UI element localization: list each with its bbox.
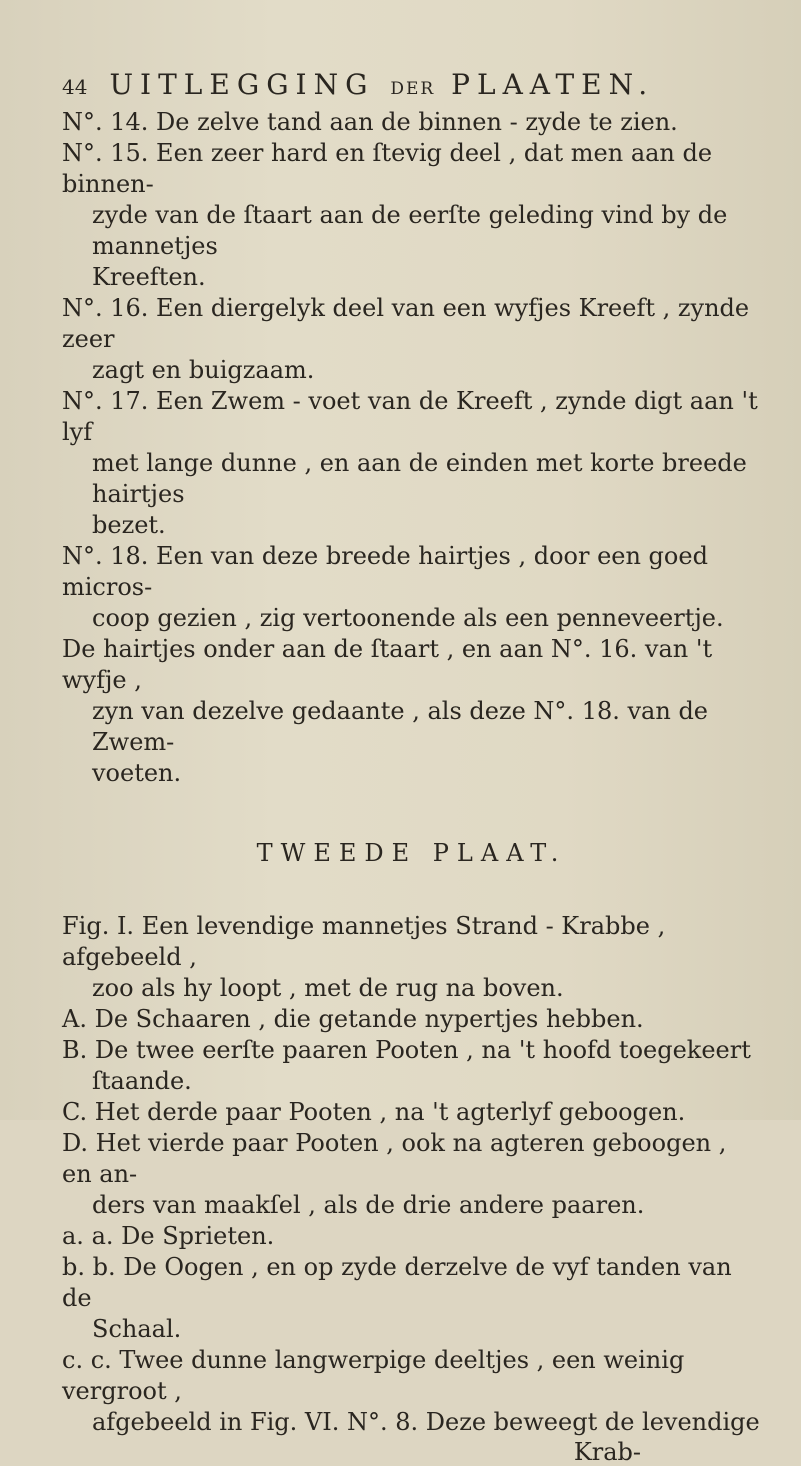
line: a. a. De Sprieten. xyxy=(62,1222,275,1250)
page-number: 44 xyxy=(62,75,88,99)
running-title xyxy=(109,68,654,101)
section-title: TWEEDE PLAAT. xyxy=(256,839,567,867)
line: Kreeften. xyxy=(92,263,206,291)
entry-hairtjes xyxy=(62,634,761,789)
line: Fig. I. Een levendige mannetjes Strand - Krabbe , afgebeeld , xyxy=(62,912,666,971)
line: voeten. xyxy=(92,759,182,787)
title-small: DER xyxy=(390,79,436,99)
line: zyn van dezelve gedaante , als deze N°. 18. van de Zwem- xyxy=(92,697,709,756)
entry-aa xyxy=(62,1221,761,1252)
line: N°. 14. De zelve tand aan de binnen - zyde te zien. xyxy=(62,108,678,136)
line: coop gezien , zig vertoonende als een penneveertje. xyxy=(92,604,724,632)
line: N°. 17. Een Zwem - voet van de Kreeft , zynde digt aan 't lyf xyxy=(62,387,758,446)
running-header xyxy=(62,68,761,101)
entry-b xyxy=(62,1035,761,1097)
line: afgebeeld in Fig. VI. N°. 8. Deze beweegt de levendige xyxy=(92,1408,760,1436)
line: B. De twee eerſte paaren Pooten , na 't hoofd toegekeert xyxy=(62,1036,751,1064)
entries-bottom xyxy=(62,911,761,1438)
line: zoo als hy loopt , met de rug na boven. xyxy=(92,974,564,1002)
line: N°. 15. Een zeer hard en ſtevig deel , dat men aan de binnen- xyxy=(62,139,713,198)
line: C. Het derde paar Pooten , na 't agterlyf geboogen. xyxy=(62,1098,686,1126)
entry-a xyxy=(62,1004,761,1035)
entry-c xyxy=(62,1097,761,1128)
line: A. De Schaaren , die getande nypertjes hebben. xyxy=(62,1005,644,1033)
entries-top xyxy=(62,107,761,789)
line: zagt en buigzaam. xyxy=(92,356,315,384)
title-part1: UITLEGGING xyxy=(109,68,375,101)
line: met lange dunne , en aan de einden met korte breede hairtjes xyxy=(92,449,747,508)
line: D. Het vierde paar Pooten , ook na agteren geboogen , en an- xyxy=(62,1129,727,1188)
line: N°. 16. Een diergelyk deel van een wyfjes Kreeft , zynde zeer xyxy=(62,294,750,353)
line: c. c. Twee dunne langwerpige deeltjes , een weinig vergroot , xyxy=(62,1346,685,1405)
line: zyde van de ſtaart aan de eerſte geleding vind by de mannetjes xyxy=(92,201,728,260)
entry-18 xyxy=(62,541,761,634)
entry-14 xyxy=(62,107,761,138)
line: ſtaande. xyxy=(92,1067,192,1095)
entry-bb xyxy=(62,1252,761,1345)
line: bezet. xyxy=(92,511,166,539)
entry-15 xyxy=(62,138,761,293)
line: De hairtjes onder aan de ſtaart , en aan N°. 16. van 't wyfje , xyxy=(62,635,713,694)
line: N°. 18. Een van deze breede hairtjes , door een goed micros- xyxy=(62,542,708,601)
entry-16 xyxy=(62,293,761,386)
entry-cc xyxy=(62,1345,761,1438)
entry-17 xyxy=(62,386,761,541)
line: b. b. De Oogen , en op zyde derzelve de vyf tanden van de xyxy=(62,1253,732,1312)
entry-d xyxy=(62,1128,761,1221)
line: Schaal. xyxy=(92,1315,182,1343)
line: ders van maakſel , als de drie andere paaren. xyxy=(92,1191,645,1219)
entry-fig-1 xyxy=(62,911,761,1004)
catchword: Krab- xyxy=(573,1438,641,1466)
title-part2: PLAATEN. xyxy=(451,68,655,101)
